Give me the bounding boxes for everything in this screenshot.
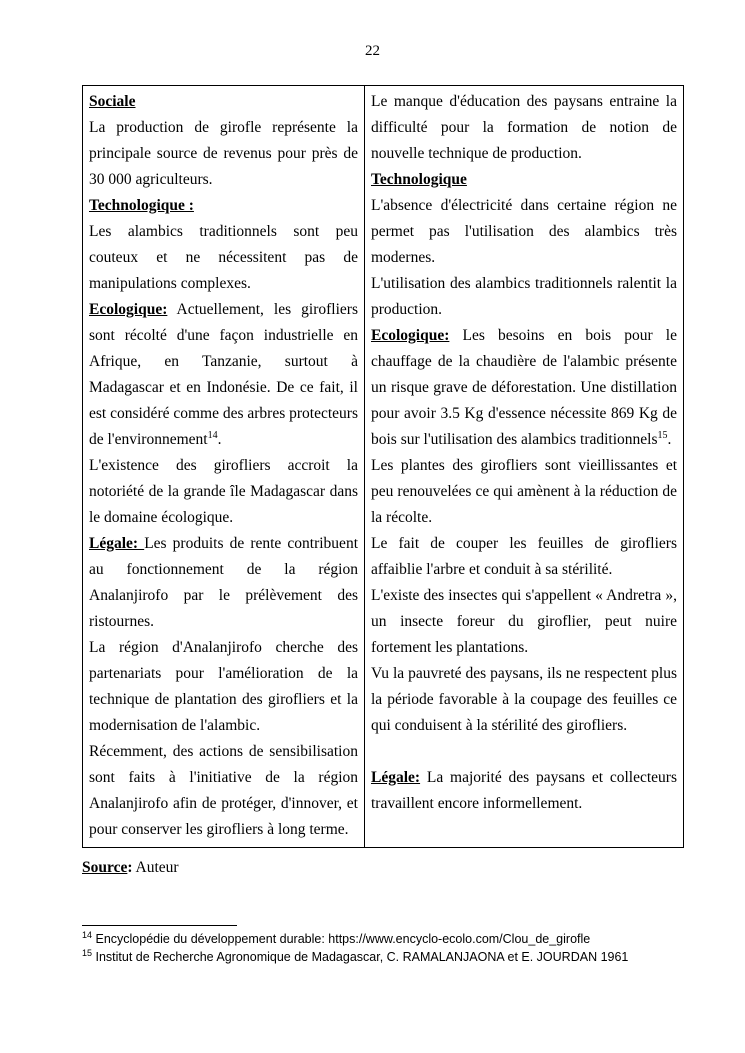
paragraph [82,948,667,966]
paragraph [89,739,358,843]
text-run: Sociale [89,93,136,110]
text-run: L'absence d'électricité dans certaine région ne permet pas l'utilisation des alambics très modernes. [371,197,677,266]
paragraph [371,193,677,271]
paragraph [89,193,358,219]
text-run: La majorité des paysans et collecteurs travaillent encore informellement. [371,769,677,812]
text-run: L'existe des insectes qui s'appellent « Andretra », un insecte foreur du giroflier, peut nuire fortement les plantations. [371,587,677,656]
paragraph [89,453,358,531]
text-run: . [217,431,222,448]
text-run: La région d'Analanjirofo cherche des partenariats pour l'amélioration de la technique de plantation des girofliers et la modernisation de l'alambic. [89,639,358,734]
footnote-reference: 14 [82,929,93,940]
text-run: Technologique [371,171,467,188]
paragraph [371,453,677,531]
text-run: Institut de Recherche Agronomique de Madagascar, C. RAMALANJAONA et E. JOURDAN 1961 [92,950,629,964]
paragraph [371,323,677,453]
table-row [83,86,684,848]
text-run: Technologique : [89,197,194,214]
footnote-reference: 15 [82,947,93,958]
text-run: Les alambics traditionnels sont peu couteux et ne nécessitent pas de manipulations complexes. [89,223,358,292]
footnote-reference: 14 [207,429,218,441]
paragraph [89,531,358,635]
text-run: Les produits de rente contribuent au fonctionnement de la région Analanjirofo par le prélèvement des ristournes. [89,535,358,630]
text-run: L'existence des girofliers accroit la notoriété de la grande île Madagascar dans le domaine écologique. [89,457,358,526]
text-run: Les besoins en bois pour le chauffage de la chaudière de l'alambic présente un risque grave de déforestation. Une distillation pour avoir 3.5 Kg d'essence nécessite 869 Kg de bois sur l'utilisation des alambics traditionnels [371,327,677,448]
analysis-table [82,85,684,848]
paragraph [371,531,677,583]
paragraph [89,635,358,739]
table-cell-right [365,86,684,848]
table-cell-left [83,86,365,848]
text-run: Le fait de couper les feuilles de girofliers affaiblie l'arbre et conduit à sa stérilité. [371,535,677,578]
text-run: Légale: [89,535,145,552]
text-run: Les plantes des girofliers sont vieillissantes et peu renouvelées ce qui amènent à la réduction de la récolte. [371,457,677,526]
text-run: . [667,431,672,448]
text-run: Le manque d'éducation des paysans entraine la difficulté pour la formation de notion de nouvelle technique de production. [371,93,677,162]
paragraph [371,167,677,193]
paragraph [82,930,667,948]
text-run: Auteur [132,859,179,876]
text-run: Encyclopédie du développement durable: https://www.encyclo-ecolo.com/Clou_de_girofle [92,932,591,946]
paragraph [371,661,677,739]
text-run: : [127,859,133,876]
paragraph [89,89,358,115]
footnote-reference: 15 [657,429,668,441]
text-run: Légale: [371,769,421,786]
footnotes [82,930,667,966]
text-run: Récemment, des actions de sensibilisation sont faits à l'initiative de la région Analanjirofo afin de protéger, d'innover, et pour conserver les girofliers à long terme. [89,743,358,838]
paragraph [89,115,358,193]
paragraph [371,765,677,817]
paragraph [371,583,677,661]
source-line [82,857,179,879]
text-run: Ecologique: [371,327,450,344]
paragraph [371,271,677,323]
text-run: Vu la pauvreté des paysans, ils ne respectent plus la période favorable à la coupage des feuilles ce qui conduisent à la stérilité des girofliers. [371,665,677,734]
paragraph [89,219,358,297]
text-run: Ecologique: [89,301,168,318]
footnote-separator [82,925,237,926]
page-number: 22 [365,43,380,59]
text-run: Source [82,859,128,876]
text-run: La production de girofle représente la principale source de revenus pour près de 30 000 agriculteurs. [89,119,358,188]
paragraph [371,739,677,765]
text-run: Actuellement, les girofliers sont récolté d'une façon industrielle en Afrique, en Tanzanie, surtout à Madagascar et en Indonésie. De ce fait, il est considéré comme des arbres protecteurs de l'environnement [89,301,358,448]
text-run: L'utilisation des alambics traditionnels ralentit la production. [371,275,677,318]
paragraph [371,89,677,167]
paragraph [89,297,358,453]
